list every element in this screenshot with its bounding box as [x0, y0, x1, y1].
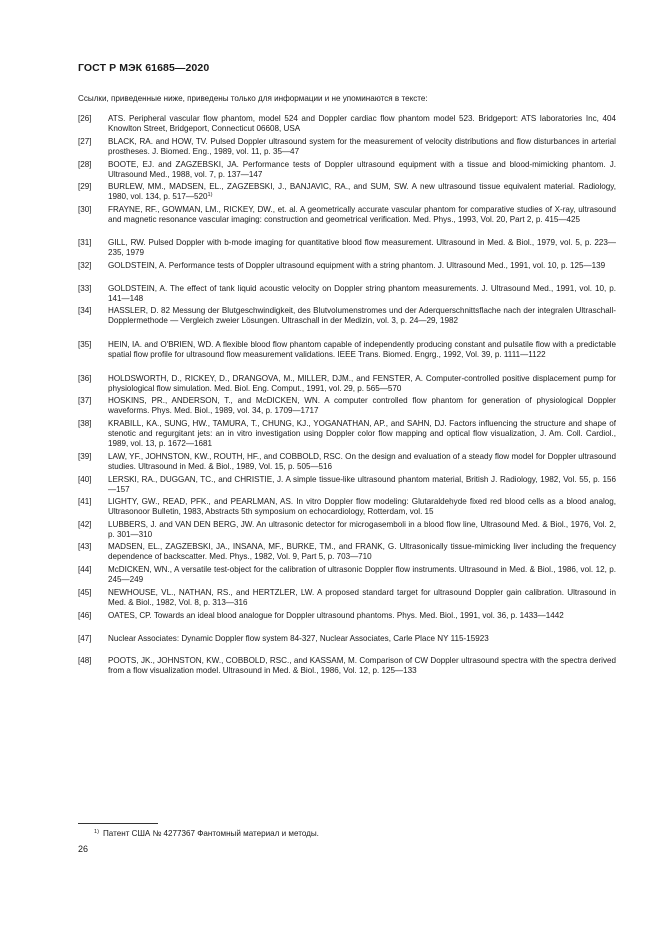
reference-text [108, 565, 616, 585]
reference-body: OATES, CP. Towards an ideal blood analogue for Doppler ultrasound phantoms. Phys. Med. Biol., 1991, vol. 36, p. 1433—1442 [108, 611, 564, 620]
reference-number: [42] [78, 520, 92, 529]
reference-text [108, 306, 616, 326]
reference-text [108, 374, 616, 394]
reference-item [78, 542, 616, 562]
reference-item [78, 160, 616, 180]
page-number: 26 [78, 844, 89, 854]
reference-text [108, 160, 616, 180]
reference-item [78, 205, 616, 225]
reference-text [108, 340, 616, 360]
reference-number: [46] [78, 611, 92, 620]
reference-number: [30] [78, 205, 92, 214]
reference-text [108, 205, 616, 225]
reference-body: MADSEN, EL., ZAGZEBSKI, JA., INSANA, MF., BURKE, TM., and FRANK, G. Ultrasonically tissue-mimicking liver including the frequency dependence of backscatter. Med. Phys., 1982, Vol. 9, Part 5, p. 703—710 [108, 542, 616, 562]
reference-body: BURLEW, MM., MADSEN, EL., ZAGZEBSKI, J., BANJAVIC, RA., and SUM, SW. A new ultrasound tissue equivalent material. Radiology, 1980, vol. 134, p. 517—520 [108, 182, 616, 202]
reference-number: [33] [78, 284, 92, 293]
reference-item [78, 137, 616, 157]
reference-body: BLACK, RA. and HOW, TV. Pulsed Doppler ultrasound system for the measurement of velocity distributions and flow disturbances in arterial prostheses. J. Biomed. Eng., 1989, vol. 11, p. 35—47 [108, 137, 616, 157]
reference-item [78, 374, 616, 394]
reference-text [108, 261, 616, 271]
reference-number: [36] [78, 374, 92, 383]
reference-item [78, 634, 616, 644]
reference-item [78, 261, 616, 271]
reference-body: LAW, YF., JOHNSTON, KW., ROUTH, HF., and COBBOLD, RSC. On the design and evaluation of a steady flow model for Doppler ultrasound studies. Ultrasound in Med. & Biol., 1989, Vol. 15, p. 505—516 [108, 452, 616, 472]
reference-body: LIGHTY, GW., READ, PFK., and PEARLMAN, AS. In vitro Doppler flow modeling: Glutaraldehyde fixed red blood cells as a blood analog, Ultrasonoor Bulletin, 1983, Abstracts 5th symposium on echocardiology, Rotterdam, vol. 15 [108, 497, 616, 517]
reference-number: [37] [78, 396, 92, 405]
reference-text [108, 419, 616, 450]
reference-text [108, 396, 616, 416]
reference-item [78, 238, 616, 258]
reference-body: ATS. Peripheral vascular flow phantom, model 524 and Doppler cardiac flow phantom model 523. Bridgeport: ATS laboratories Inc, 404 Knowlton Street, Bridgeport, Connecticut 06608, USA [108, 114, 616, 134]
reference-item [78, 114, 616, 134]
reference-item [78, 520, 616, 540]
reference-item [78, 284, 616, 304]
reference-number: [43] [78, 542, 92, 551]
reference-text [108, 542, 616, 562]
reference-text [108, 452, 616, 472]
reference-number: [27] [78, 137, 92, 146]
reference-text [108, 238, 616, 258]
reference-number: [45] [78, 588, 92, 597]
reference-number: [34] [78, 306, 92, 315]
footnote-ref-marker: 1) [207, 192, 213, 199]
reference-number: [28] [78, 160, 92, 169]
reference-item [78, 656, 616, 676]
reference-body: GILL, RW. Pulsed Doppler with b-mode imaging for quantitative blood flow measurement. Ultrasound in Med. & Biol., 1979, vol. 5, p. 223—235, 1979 [108, 238, 616, 258]
reference-item [78, 182, 616, 202]
reference-text [108, 284, 616, 304]
reference-item [78, 452, 616, 472]
reference-item [78, 611, 616, 621]
reference-item [78, 565, 616, 585]
reference-text [108, 114, 616, 134]
reference-text [108, 475, 616, 495]
reference-text [108, 634, 616, 644]
reference-item [78, 396, 616, 416]
reference-body: FRAYNE, RF., GOWMAN, LM., RICKEY, DW., et. al. A geometrically accurate vascular phantom for comparative studies of X-ray, ultrasound and magnetic resonance vascular imaging: construction and geometrical verification. Med. Phys., 1993, Vol. 20, Part 2, p. 415—425 [108, 205, 616, 225]
reference-number: [40] [78, 475, 92, 484]
reference-text [108, 656, 616, 676]
reference-number: [44] [78, 565, 92, 574]
reference-body: LERSKI, RA., DUGGAN, TC., and CHRISTIE, J. A simple tissue-like ultrasound phantom material, British J. Radiology, 1982, Vol. 55, p. 156—157 [108, 475, 616, 495]
reference-text [108, 137, 616, 157]
reference-text [108, 611, 616, 621]
reference-body: McDICKEN, WN., A versatile test-object for the calibration of ultrasonic Doppler flow instruments. Ultrasound in Med. & Biol., 1986, vol. 12, p. 245—249 [108, 565, 616, 585]
reference-number: [41] [78, 497, 92, 506]
reference-number: [26] [78, 114, 92, 123]
reference-text [108, 588, 616, 608]
intro-text: Ссылки, приведенные ниже, приведены только для информации и не упоминаются в тексте: [78, 94, 428, 103]
reference-number: [29] [78, 182, 92, 191]
reference-item [78, 340, 616, 360]
reference-body: Nuclear Associates: Dynamic Doppler flow system 84-327, Nuclear Associates, Carle Place NY 115-15923 [108, 634, 489, 643]
reference-body: NEWHOUSE, VL., NATHAN, RS., and HERTZLER, LW. A proposed standard target for ultrasound Doppler gain calibration. Ultrasound in Med. & Biol., 1982, Vol. 8, p. 313—316 [108, 588, 616, 608]
footnote-text: Патент США № 4277367 Фантомный материал и методы. [102, 829, 319, 838]
reference-number: [32] [78, 261, 92, 270]
footnote-marker: 1) [94, 829, 99, 835]
reference-number: [35] [78, 340, 92, 349]
standard-header: ГОСТ Р МЭК 61685—2020 [78, 62, 210, 74]
reference-number: [38] [78, 419, 92, 428]
reference-text [108, 520, 616, 540]
reference-body: GOLDSTEIN, A. The effect of tank liquid acoustic velocity on Doppler string phantom measurements. J. Ultrasound Med., 1991, vol. 10, p. 141—148 [108, 284, 616, 304]
reference-body: POOTS, JK., JOHNSTON, KW., COBBOLD, RSC., and KASSAM, M. Comparison of CW Doppler ultrasound spectra with the spectra derived from a flow visualization model. Ultrasound in Med. & Biol., 1986, Vol. 12, p. 125—133 [108, 656, 616, 676]
reference-number: [48] [78, 656, 92, 665]
reference-body: KRABILL, KA., SUNG, HW., TAMURA, T., CHUNG, KJ., YOGANATHAN, AP., and SAHN, DJ. Factors influencing the structure and shape of stenotic and regurgitant jets: an in vitro investigation using Doppler color flow mapping and optical flow visualization, J. Am. Coll. Cardiol., 1989, vol. 13, p. 1672—1681 [108, 419, 616, 449]
reference-number: [47] [78, 634, 92, 643]
reference-body: HEIN, IA. and O'BRIEN, WD. A flexible blood flow phantom capable of independently producing constant and pulsatile flow with a predictable spatial flow profile for ultrasound flow measurement validations. IEEE Trans. Biomed. Engrg., 1992, Vol. 39, p. 1111—1122 [108, 340, 616, 360]
reference-body: HASSLER, D. 82 Messung der Blutgeschwindigkeit, des Blutvolumenstromes und der Aderquerschnittsflache nach der integralen Ultraschall-Dopplermethode — Vergleich zweier Lösungen. Ultraschall in der Medizin, vol. 3, p. 24—29, 1982 [108, 306, 616, 326]
reference-item [78, 306, 616, 326]
footnote [94, 828, 319, 839]
reference-text [108, 497, 616, 517]
reference-body: LUBBERS, J. and VAN DEN BERG, JW. An ultrasonic detector for microgasemboli in a blood flow line, Ultrasound Med. & Biol., 1976, Vol. 2, p. 301—310 [108, 520, 616, 540]
reference-number: [39] [78, 452, 92, 461]
reference-body: HOSKINS, PR., ANDERSON, T., and McDICKEN, WN. A computer controlled flow phantom for generation of physiological Doppler waveforms. Phys. Med. Biol., 1989, vol. 34, p. 1709—1717 [108, 396, 616, 416]
reference-body: GOLDSTEIN, A. Performance tests of Doppler ultrasound equipment with a string phantom. J. Ultrasound Med., 1991, vol. 10, p. 125—139 [108, 261, 606, 270]
footnote-divider [78, 823, 158, 824]
reference-body: BOOTE, EJ. and ZAGZEBSKI, JA. Performance tests of Doppler ultrasound equipment with a tissue and blood-mimicking phantom. J. Ultrasound Med., 1988, vol. 7, p. 137—147 [108, 160, 616, 180]
reference-body: HOLDSWORTH, D., RICKEY, D., DRANGOVA, M., MILLER, DJM., and FENSTER, A. Computer-controlled positive displacement pump for physiological flow simulation. Med. Biol. Eng. Comput., 1991, vol. 29, p. 565—570 [108, 374, 616, 394]
reference-item [78, 497, 616, 517]
reference-item [78, 475, 616, 495]
reference-text [108, 182, 616, 202]
reference-item [78, 419, 616, 450]
reference-number: [31] [78, 238, 92, 247]
reference-item [78, 588, 616, 608]
